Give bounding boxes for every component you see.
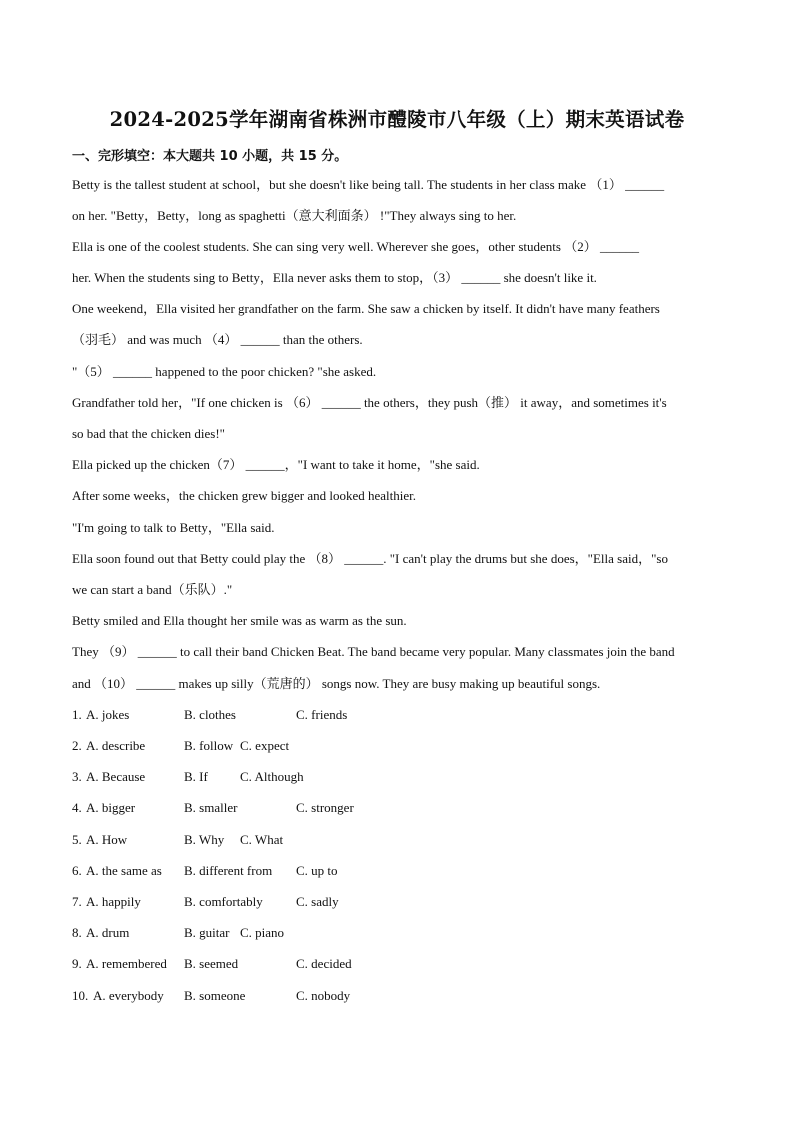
passage-line: （羽毛） and was much （4） ______ than the others.: [72, 332, 363, 347]
option-c: C. up to: [296, 863, 338, 878]
question-number: 2.: [72, 738, 82, 753]
passage-line: Betty smiled and Ella thought her smile was as warm as the sun.: [72, 613, 407, 628]
option-b: B. different from: [184, 863, 273, 878]
option-a: A. remembered: [86, 956, 167, 971]
passage-line: her. When the students sing to Betty，Ella never asks them to stop，（3） ______ she doesn't like it.: [72, 270, 597, 285]
option-c: C. decided: [296, 956, 352, 971]
passage-line: Ella picked up the chicken（7） ______，"I want to take it home，"she said.: [72, 457, 480, 472]
passage-line: "（5） ______ happened to the poor chicken? "she asked.: [72, 364, 377, 379]
question-number: 8.: [72, 925, 82, 940]
option-b: B. seemed: [184, 956, 239, 971]
option-b: B. clothes: [184, 707, 236, 722]
passage-line: After some weeks，the chicken grew bigger and looked healthier.: [72, 488, 417, 503]
option-b: B. If: [184, 769, 208, 784]
option-b: B. smaller: [184, 800, 238, 815]
option-a: A. everybody: [93, 988, 164, 1003]
question-number: 10.: [72, 988, 89, 1003]
passage-line: so bad that the chicken dies!": [72, 426, 225, 441]
option-c: C. expect: [240, 738, 290, 753]
option-c: C. What: [240, 832, 284, 847]
question-number: 9.: [72, 956, 82, 971]
question-number: 5.: [72, 832, 82, 847]
option-b: B. Why: [184, 832, 225, 847]
page-title: 2024-2025学年湖南省株洲市醴陵市八年级（上）期末英语试卷: [109, 108, 685, 131]
passage-line: They （9） ______ to call their band Chicken Beat. The band became very popular. Many classmates join the band: [72, 644, 675, 659]
passage-line: we can start a band（乐队）.": [72, 582, 233, 597]
question-number: 3.: [72, 769, 82, 784]
question-number: 7.: [72, 894, 82, 909]
option-a: A. the same as: [86, 863, 162, 878]
passage-line: and （10） ______ makes up silly（荒唐的） songs now. They are busy making up beautiful songs.: [72, 676, 601, 691]
option-a: A. bigger: [86, 800, 136, 815]
option-a: A. How: [86, 832, 128, 847]
passage-line: One weekend，Ella visited her grandfather on the farm. She saw a chicken by itself. It didn't have many feathers: [72, 301, 660, 316]
passage-line: Ella is one of the coolest students. She can sing very well. Wherever she goes，other students （2） ______: [72, 239, 639, 254]
passage-line: Betty is the tallest student at school，but she doesn't like being tall. The students in her class make （1） ______: [72, 177, 665, 192]
option-c: C. sadly: [296, 894, 339, 909]
option-b: B. guitar: [184, 925, 230, 940]
option-b: B. follow: [184, 738, 234, 753]
passage-line: Grandfather told her，"If one chicken is （6） ______ the others，they push（推） it away，and sometimes it's: [72, 395, 667, 410]
option-a: A. Because: [86, 769, 146, 784]
option-c: C. nobody: [296, 988, 351, 1003]
option-a: A. happily: [86, 894, 141, 909]
question-number: 1.: [72, 707, 82, 722]
option-c: C. piano: [240, 925, 285, 940]
passage-line: Ella soon found out that Betty could play the （8） ______. "I can't play the drums but she does，"Ella said，"so: [72, 551, 668, 566]
question-number: 6.: [72, 863, 82, 878]
option-a: A. drum: [86, 925, 130, 940]
option-a: A. describe: [86, 738, 146, 753]
option-b: B. comfortably: [184, 894, 263, 909]
passage-line: on her. "Betty，Betty，long as spaghetti（意大利面条） !"They always sing to her.: [72, 208, 517, 223]
option-c: C. friends: [296, 707, 348, 722]
option-a: A. jokes: [86, 707, 130, 722]
option-b: B. someone: [184, 988, 246, 1003]
passage-line: "I'm going to talk to Betty，"Ella said.: [72, 520, 275, 535]
question-number: 4.: [72, 800, 82, 815]
option-c: C. stronger: [296, 800, 354, 815]
section-heading: 一、完形填空：本大题共 10 小题，共 15 分。: [72, 149, 348, 164]
option-c: C. Although: [240, 769, 304, 784]
